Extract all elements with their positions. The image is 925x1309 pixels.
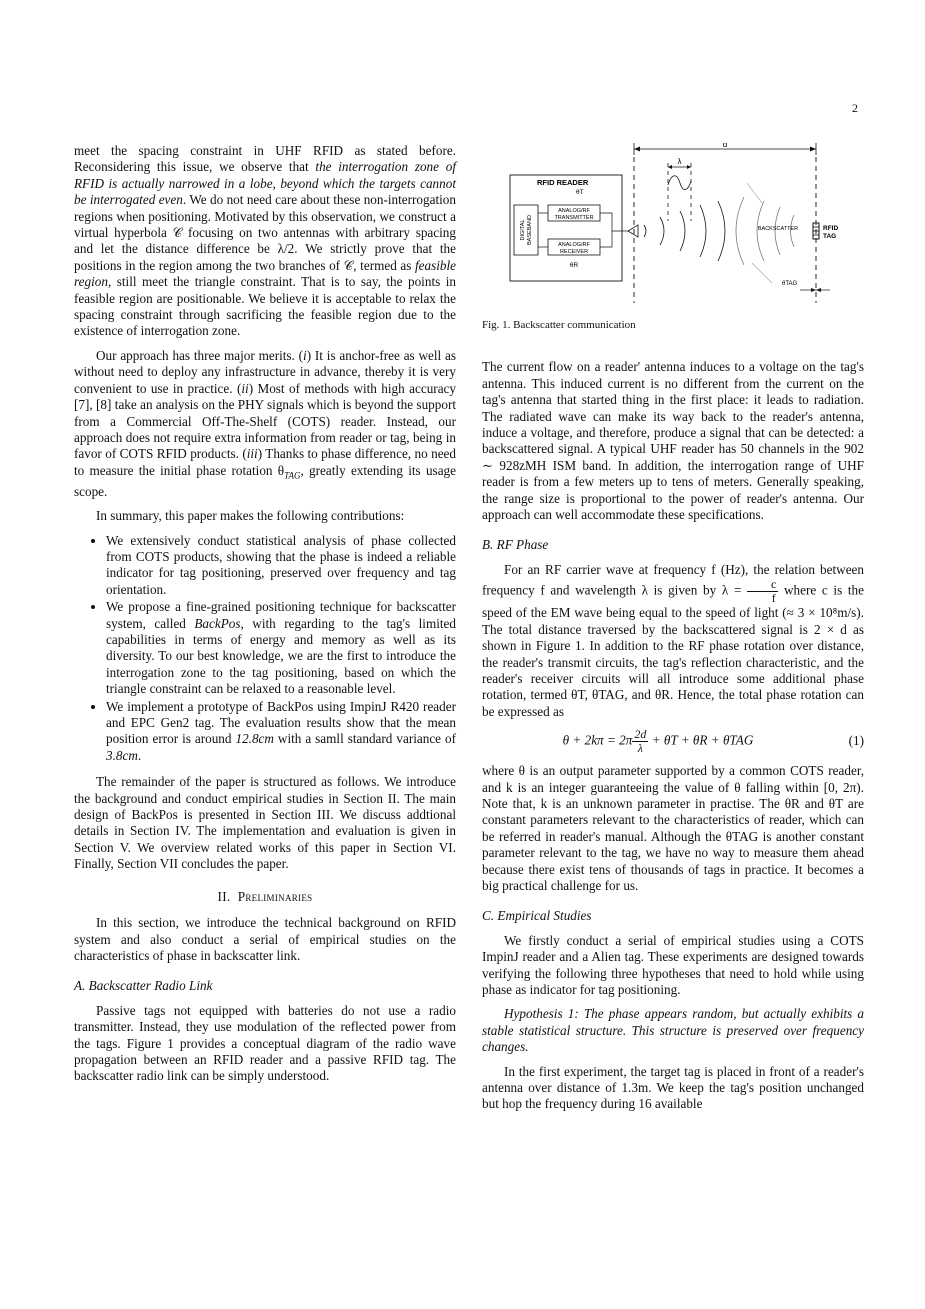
theta-tag-label: θTAG — [782, 281, 798, 287]
subsection-heading-empirical: C. Empirical Studies — [482, 908, 592, 924]
equation-number: (1) — [848, 733, 864, 749]
fraction-c-over-f: $\frac{c}{f}$ — [747, 578, 778, 605]
lambda-label: λ — [677, 157, 682, 166]
section-heading-preliminaries: II. Preliminaries — [217, 888, 313, 904]
arrow-head-icon — [634, 147, 640, 152]
transmitter-label-2: TRANSMITTER — [554, 215, 594, 221]
transmitter-label-1: ANALOG/RF — [558, 208, 590, 214]
arrow-head-icon — [810, 147, 816, 152]
paragraph-structure: The remainder of the paper is structured as follows. We introduce the background and conduct empirical studies in Section II. The main design of BackPos is presented in Section III. We discuss addtional details in Section IV. The implementation and evaluation is given in Section V. We overview related works of this paper in Section VI. Finally, Section VII concludes the paper. — [74, 774, 456, 872]
contributions-list — [74, 533, 456, 765]
paragraph-phase-params: where θ is an output parameter supported by a common COTS reader, and k is an integer guaranteeing the value of θ falling within [0, 2π). Note that, k is an unknown parameter in practise. The θR and θT are constant parameters relevant to the characteristics of reader, which can be referred in reader's manual. Although the θTAG is another constant parameter relevant to the tag, we have no way to measure them ahead because there exist tens of thousands of tags in practice. It becomes a big practical challenge for us. — [482, 763, 864, 893]
figure-caption: Fig. 1. Backscatter communication — [482, 319, 636, 331]
right-column — [482, 143, 864, 1121]
baseband-label-1: DIGITAL — [520, 219, 526, 241]
paragraph-backscatter: Passive tags not equipped with batteries do not use a radio transmitter. Instead, they use modulation of the reflected power from the tags. Figure 1 provides a conceptual diagram of the radio wave propagation between an RFID reader and a passive RFID tag. The backscatter radio link can be simply understood. — [74, 1002, 456, 1084]
receiver-label-2: RECEIVER — [559, 249, 589, 255]
receiver-label-1: ANALOG/RF — [558, 242, 590, 248]
tag-label-2: TAG — [823, 233, 837, 240]
backscatter-diagram — [482, 143, 864, 313]
paragraph-merits: Our approach has three major merits. (i) It is anchor-free as well as without need to deploy any infrastructure in advance, thereby it is very convenient to use in practice. (ii) Most of methods with high accuracy [7], [8] take an analysis on the PHY signals which is beyond the support from a Commercial Off-The-Shelf (COTS) reader. Instead, our approach does not require extra information from reader or tag, being in favor of COTS RFID products. (iii) Thanks to phase difference, no need to measure the initial phase rotation $\theta_{TAG}$, greatly extending its usage scope. — [74, 347, 457, 499]
list-item: • We implement a prototype of BackPos using ImpinJ R420 reader and EPC Gen2 tag. The evaluation results show that the mean position error is around 12.8cm with a samll standard variance of 3.8cm. — [106, 699, 456, 765]
backscatter-label: BACKSCATTER — [757, 226, 799, 232]
list-item: • We extensively conduct statistical analysis of phase collected from COTS products, showing that the phase is indeed a reliable indicator for tag positioning, preserved over frequency and tag orientation. — [106, 533, 456, 599]
list-item: • We propose a fine-grained positioning technique for backscatter system, called BackPos, with regarding to the tag's limited capabilities in terms of energy and memory as well as its diversity. To our best knowledge, we are the first to introduce the interrogation zone to the tag positioning, based on which the triangle constraint can be relaxed to a reasonable level. — [106, 599, 456, 697]
baseband-label-2: BASEBAND — [527, 215, 533, 245]
page-number: 2 — [852, 101, 858, 115]
left-column — [74, 143, 456, 1093]
reader-label: RFID READER — [537, 178, 589, 187]
paragraph-rf-phase: For an RF carrier wave at frequency f (Hz), the relation between frequency f and wavelength λ is given by λ = $\frac{c}{f}$ where c is the speed of the EM wave being equal to the speed of light (≈ 3 × 10⁸m/s). The total distance traversed by the backscattered signal is 2 × d as shown in Figure 1. In addition to the RF phase rotation over distance, the reader's transmit circuits, the tag's reflection characteristic, and the reader's receiver circuits will all introduce some additional phase rotation, termed θT, θTAG, and θR. Hence, the total phase rotation can be expressed as — [482, 561, 864, 719]
paragraph-preliminaries: In this section, we introduce the technical background on RFID system and also conduct a serial of empirical studies on the characteristics of phase in backscatter link. — [74, 915, 456, 963]
equation-1 — [482, 728, 864, 755]
equation-body: θ + 2kπ = 2π $\frac{2d}{\lambda}$ + θT + θR + θTAG — [562, 727, 754, 756]
distance-label: d — [722, 143, 728, 149]
theta-r-label: θR — [569, 262, 579, 269]
antenna-icon — [628, 225, 638, 237]
figure-backscatter-diagram — [482, 143, 864, 313]
paragraph-summary: In summary, this paper makes the following contributions: — [96, 508, 405, 524]
subsection-heading-rf-phase: B. RF Phase — [482, 537, 549, 553]
paragraph-hypothesis-1: Hypothesis 1: The phase appears random, but actually exhibits a stable statistical structure. This structure is preserved over frequency changes. — [482, 1006, 865, 1055]
baseband-box — [514, 205, 538, 255]
subsection-heading-backscatter: A. Backscatter Radio Link — [74, 978, 213, 994]
paragraph-current-flow: The current flow on a reader' antenna induces to a voltage on the tag's antenna. This induced current is no different from the current on the tag's antenna that started thing in the first place: it leads to radiation. The radiated wave can make its way back to the reader's antenna, induce a voltage, and therefore, produce a signal that can be detected: a backscattered signal. A typical UHF reader has 50 channels in the 902 ∼ 928zMH ISM band. In addition, the interrogation range of UHF reader is from a few meters up to tens of meters. Generally speaking, the range size is proportional to the power of reader's antenna. Our approach can well accommodate these specifications. — [482, 359, 864, 523]
wave-icon — [668, 176, 691, 190]
paragraph-first-experiment: In the first experiment, the target tag is placed in front of a reader's antenna over distance of 1.3m. We keep the tag's position unchanged but hop the frequency during 16 available — [482, 1063, 864, 1112]
fraction-2d-over-lambda: $\frac{2d}{\lambda}$ — [634, 727, 647, 756]
theta-t-label: θT — [576, 189, 584, 196]
paragraph-intro-continued: meet the spacing constraint in UHF RFID as stated before. Reconsidering this issue, we observe that the interrogation zone of RFID is actually narrowed in a lobe, beyond which the targets cannot be interrogated even. We do not need care about these non-interrogation regions when positioning. Motivated by this observation, we construct a virtual hyperbola 𝒞 focusing on two antennas with arbitrary spacing and let the distance difference be λ/2. We strictly prove that the positions in the region among the two branches of 𝒞, termed as feasible region, still meet the triangle constraint. That is to say, the points in feasible region are positionable. We believe it is acceptable to relax the spacing constraint through sacrificing the feasible region due to the existence of interrogation zone. — [74, 143, 456, 339]
paragraph-empirical: We firstly conduct a serial of empirical studies using a COTS ImpinJ reader and a Alien tag. These experiments are designed towards verifying the following three hypotheses that need to hold while using phase as indicator for tag positioning. — [482, 932, 864, 997]
tag-label-1: RFID — [823, 225, 839, 232]
